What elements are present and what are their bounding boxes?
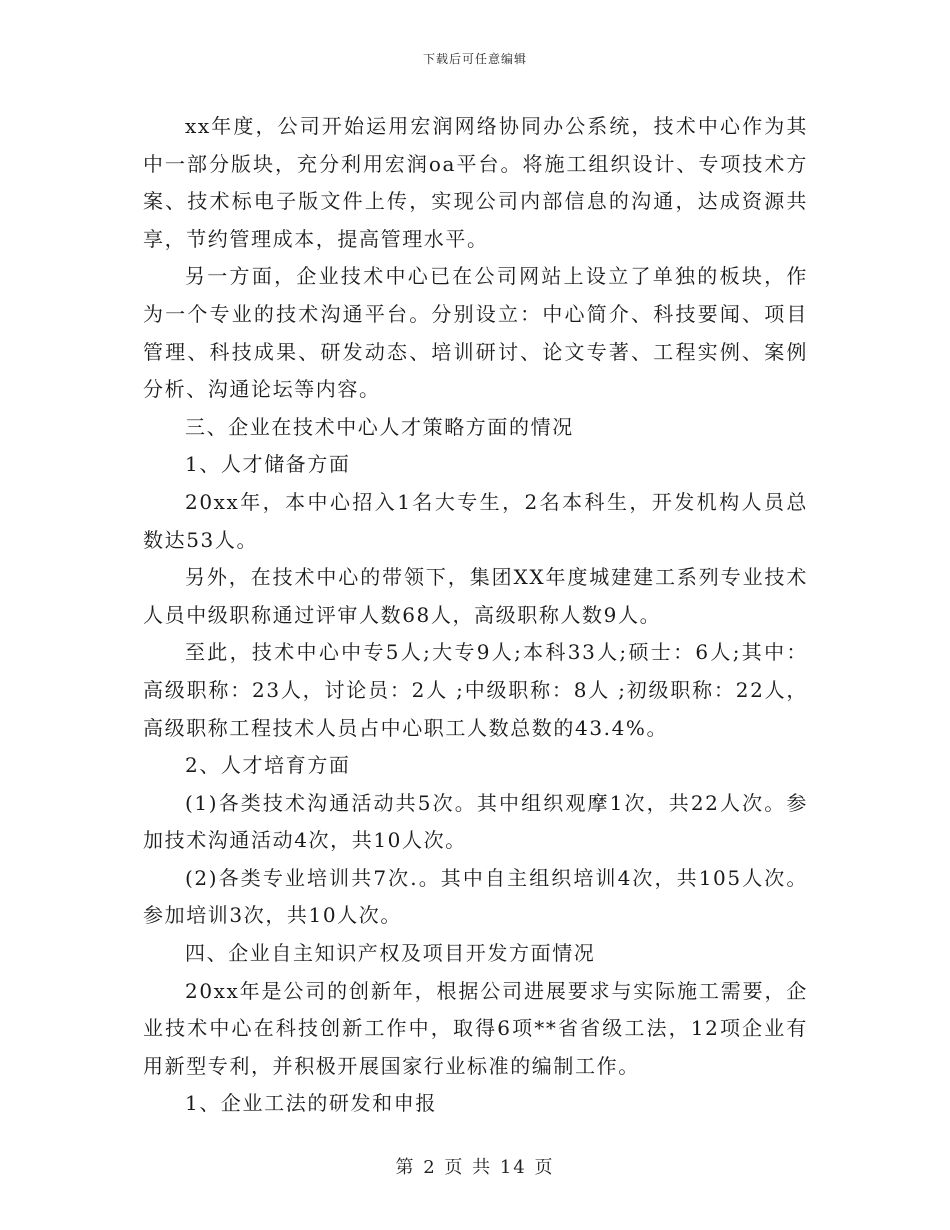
paragraph-professional-training: (2)各类专业培训共7次.。其中自主组织培训4次，共105人次。参加培训3次，共10人次。 — [143, 865, 808, 928]
subheading-talent-reserve: 1、人才储备方面 — [185, 452, 351, 477]
paragraph-website-section: 另一方面，企业技术中心已在公司网站上设立了单独的板块，作为一个专业的技术沟通平台。分别设立：中心简介、科技要闻、项目管理、科技成果、研发动态、培训研讨、论文专著、工程实例、案例分析、沟通论坛等内容。 — [143, 264, 808, 402]
paragraph-exchange-activities: (1)各类技术沟通活动共5次。其中组织观摩1次，共22人次。参加技术沟通活动4次，共10人次。 — [143, 790, 808, 853]
paragraph-innovation-year: 20xx年是公司的创新年，根据公司进展要求与实际施工需要，企业技术中心在科技创新工作中，取得6项**省省级工法，12项企业有用新型专利，并积极开展国家行业标准的编制工作。 — [143, 978, 808, 1078]
paragraph-staff-composition: 至此，技术中心中专5人;大专9人;本科33人;硕士：6人;其中：高级职称：23人，讨论员：2人 ;中级职称：8人 ;初级职称：22人，高级职称工程技术人员占中心职工人数总数的43.4%。 — [143, 640, 808, 740]
subheading-talent-training: 2、人才培育方面 — [185, 753, 351, 778]
paragraph-oa-system: xx年度，公司开始运用宏润网络协同办公系统，技术中心作为其中一部分版块，充分利用宏润oa平台。将施工组织设计、专项技术方案、技术标电子版文件上传，实现公司内部信息的沟通，达成资源共享，节约管理成本，提高管理水平。 — [143, 114, 808, 251]
section-heading-talent-strategy: 三、企业在技术中心人才策略方面的情况 — [185, 414, 574, 439]
page-number-footer: 第 2 页 共 14 页 — [395, 1157, 555, 1178]
section-heading-ip-projects: 四、企业自主知识产权及项目开发方面情况 — [185, 941, 596, 966]
paragraph-recruitment: 20xx年，本中心招入1名大专生，2名本科生，开发机构人员总数达53人。 — [143, 489, 808, 552]
page-header: 下载后可任意编辑 — [422, 52, 527, 66]
document-body — [143, 108, 808, 1123]
paragraph-title-review: 另外，在技术中心的带领下，集团XX年度城建建工系列专业技术人员中级职称通过评审人数68人，高级职称人数9人。 — [143, 565, 808, 627]
subheading-construction-methods: 1、企业工法的研发和申报 — [185, 1091, 437, 1116]
